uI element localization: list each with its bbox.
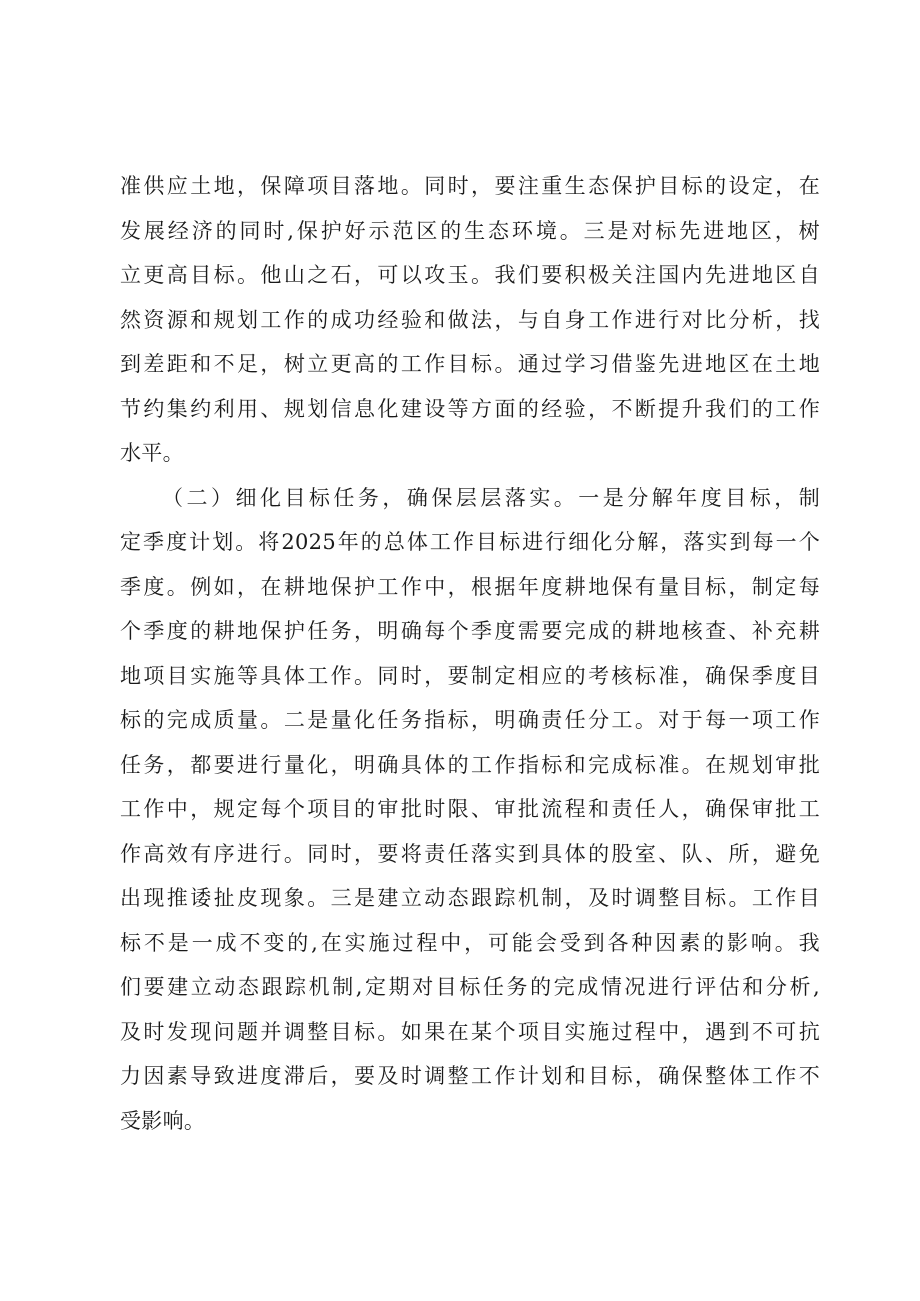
text-line: 作高效有序进行。同时，要将责任落实到具体的股室、队、所，避免	[120, 841, 820, 866]
document-body	[120, 164, 820, 1143]
text-line: 任务，都要进行量化，明确具体的工作指标和完成标准。在规划审批	[120, 752, 820, 777]
text-line: 季度。例如，在耕地保护工作中，根据年度耕地保有量目标，制定每	[120, 574, 820, 599]
text-line: 地项目实施等具体工作。同时，要制定相应的考核标准，确保季度目	[120, 663, 820, 688]
paragraph-2	[120, 476, 820, 1144]
text-line: 工作中，规定每个项目的审批时限、审批流程和责任人，确保审批工	[120, 797, 820, 821]
text-line: 发展经济的同时,保护好示范区的生态环境。三是对标先进地区，树	[120, 218, 820, 243]
paragraph-heading-line: （二）细化目标任务，确保层层落实。一是分解年度目标，制	[162, 485, 820, 510]
text-line: 节约集约利用、规划信息化建设等方面的经验，不断提升我们的工作	[120, 396, 820, 421]
paragraph-1	[120, 164, 820, 476]
text-line: 力因素导致进度滞后，要及时调整工作计划和目标，确保整体工作不	[120, 1064, 820, 1088]
text-line: 标的完成质量。二是量化任务指标，明确责任分工。对于每一项工作	[120, 708, 820, 732]
text-line: 立更高目标。他山之石，可以攻玉。我们要积极关注国内先进地区自	[120, 263, 820, 287]
text-line: 受影响。	[120, 1108, 206, 1133]
text-line: 们要建立动态跟踪机制,定期对目标任务的完成情况进行评估和分析,	[120, 975, 820, 999]
text-line: 定季度计划。将2025年的总体工作目标进行细化分解，落实到每一个	[120, 530, 820, 554]
text-line: 到差距和不足，树立更高的工作目标。通过学习借鉴先进地区在土地	[120, 352, 820, 376]
text-line: 标不是一成不变的,在实施过程中，可能会受到各种因素的影响。我	[120, 930, 820, 955]
text-line: 然资源和规划工作的成功经验和做法，与自身工作进行对比分析，找	[120, 307, 820, 332]
text-line: 出现推诿扯皮现象。三是建立动态跟踪机制，及时调整目标。工作目	[120, 886, 820, 910]
text-line: 个季度的耕地保护任务，明确每个季度需要完成的耕地核查、补充耕	[120, 619, 820, 643]
text-line: 准供应土地，保障项目落地。同时，要注重生态保护目标的设定，在	[120, 174, 820, 198]
text-line: 及时发现问题并调整目标。如果在某个项目实施过程中，遇到不可抗	[120, 1019, 820, 1044]
text-line: 水平。	[120, 441, 184, 465]
